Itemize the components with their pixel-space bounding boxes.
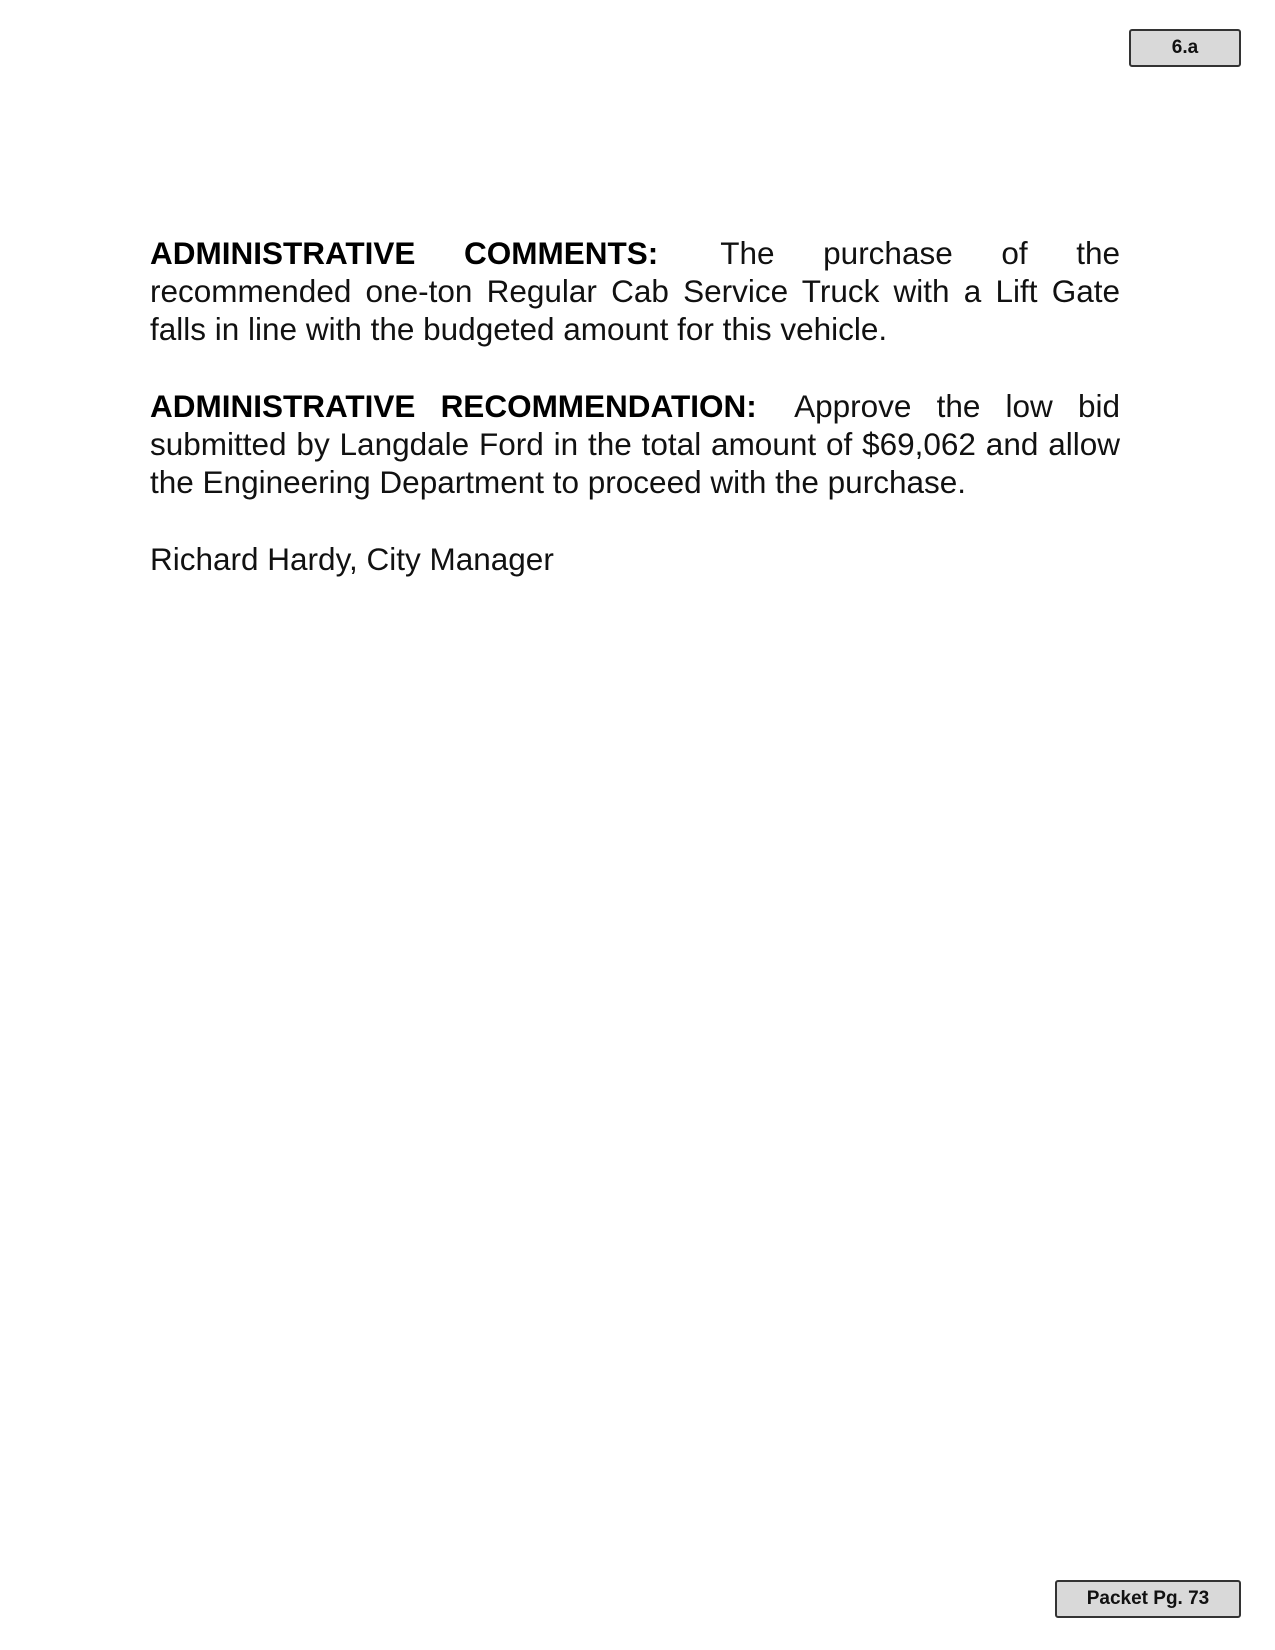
packet-page-number-text: Packet Pg. 73 [1086, 1588, 1210, 1609]
administrative-recommendation-label: ADMINISTRATIVE RECOMMENDATION: [150, 388, 757, 424]
administrative-comments-paragraph [150, 234, 1120, 348]
administrative-recommendation-text: Approve the low bid submitted by Langdale Ford in the total amount of $69,062 and allow the Engineering Department to proceed with the purchase. [150, 388, 1120, 500]
administrative-comments-label: ADMINISTRATIVE COMMENTS: [150, 235, 659, 271]
packet-page-number [1055, 1580, 1241, 1618]
agenda-item-tag [1129, 29, 1241, 67]
administrative-comments-text: The purchase of the recommended one-ton Regular Cab Service Truck with a Lift Gate falls in line with the budgeted amount for this vehicle. [150, 235, 1120, 347]
signature-line [150, 540, 1120, 578]
agenda-item-tag-text: 6.a [1171, 37, 1199, 58]
signature-text: Richard Hardy, City Manager [150, 541, 554, 577]
administrative-recommendation-paragraph [150, 387, 1120, 501]
